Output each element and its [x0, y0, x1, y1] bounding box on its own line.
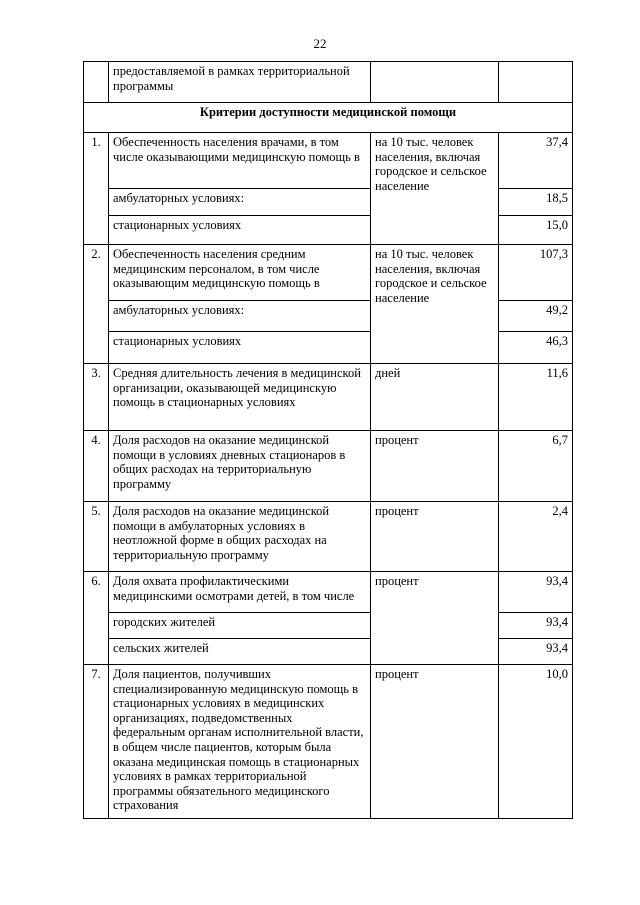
section-header: Критерии доступности медицинской помощи: [84, 103, 573, 133]
row-number: 3.: [84, 364, 109, 431]
row-number: 5.: [84, 502, 109, 572]
section-header-row: [84, 103, 573, 133]
criterion-text: сельских жителей: [109, 639, 371, 665]
unit-cell: процент: [371, 665, 499, 819]
table-row: [84, 332, 573, 364]
row-number: 2.: [84, 245, 109, 364]
table-row: [84, 431, 573, 502]
criterion-text: Доля расходов на оказание медицинской помощи в амбулаторных условиях в неотложной форме в общих расходах на территориальную программу: [109, 502, 371, 572]
page-number: 22: [313, 36, 327, 51]
value-cell: 18,5: [499, 189, 573, 216]
table-row: [84, 189, 573, 216]
table-row: [84, 133, 573, 189]
unit-cell: процент: [371, 572, 499, 665]
table-row: [84, 639, 573, 665]
value-cell: 6,7: [499, 431, 573, 502]
value-cell: 37,4: [499, 133, 573, 189]
criterion-text: Доля пациентов, получивших специализированную медицинскую помощь в стационарных условиях в медицинских организациях, подведомственных федеральным органам исполнительной власти, в общем числе пациентов, которым была оказана медицинская помощь в стационарных условиях в рамках территориальной программы обязательного медицинского страхования: [109, 665, 371, 819]
value-cell: [499, 62, 573, 103]
criterion-text: Средняя длительность лечения в медицинской организации, оказывающей медицинскую помощь в стационарных условиях: [109, 364, 371, 431]
criteria-table: [83, 61, 573, 819]
value-cell: 93,4: [499, 639, 573, 665]
row-number: 1.: [84, 133, 109, 245]
criterion-text: амбулаторных условиях:: [109, 301, 371, 332]
value-cell: 46,3: [499, 332, 573, 364]
criterion-text: стационарных условиях: [109, 332, 371, 364]
criterion-text: предоставляемой в рамках территориальной программы: [109, 62, 371, 103]
value-cell: 2,4: [499, 502, 573, 572]
table-row: [84, 613, 573, 639]
unit-cell: на 10 тыс. человек населения, включая городское и сельское население: [371, 133, 499, 245]
criterion-text: Доля охвата профилактическими медицинскими осмотрами детей, в том числе: [109, 572, 371, 613]
table-row: [84, 301, 573, 332]
table-row: [84, 572, 573, 613]
value-cell: 11,6: [499, 364, 573, 431]
value-cell: 49,2: [499, 301, 573, 332]
unit-cell: процент: [371, 431, 499, 502]
row-number: 6.: [84, 572, 109, 665]
unit-cell: [371, 62, 499, 103]
unit-cell: процент: [371, 502, 499, 572]
criterion-text: Обеспеченность населения средним медицинским персоналом, в том числе оказывающим медицинскую помощь в: [109, 245, 371, 301]
number-cell: [84, 62, 109, 103]
value-cell: 15,0: [499, 216, 573, 245]
unit-cell: на 10 тыс. человек населения, включая городское и сельское население: [371, 245, 499, 364]
criterion-text: стационарных условиях: [109, 216, 371, 245]
table-row: [84, 216, 573, 245]
table-row: [84, 245, 573, 301]
value-cell: 93,4: [499, 613, 573, 639]
criterion-text: Обеспеченность населения врачами, в том числе оказывающими медицинскую помощь в: [109, 133, 371, 189]
row-number: 4.: [84, 431, 109, 502]
criterion-text: Доля расходов на оказание медицинской помощи в условиях дневных стационаров в общих расходах на территориальную программу: [109, 431, 371, 502]
value-cell: 107,3: [499, 245, 573, 301]
value-cell: 10,0: [499, 665, 573, 819]
criterion-text: амбулаторных условиях:: [109, 189, 371, 216]
row-number: 7.: [84, 665, 109, 819]
value-cell: 93,4: [499, 572, 573, 613]
table-row: [84, 62, 573, 103]
unit-cell: дней: [371, 364, 499, 431]
table-row: [84, 502, 573, 572]
criterion-text: городских жителей: [109, 613, 371, 639]
table-row: [84, 665, 573, 819]
table-row: [84, 364, 573, 431]
